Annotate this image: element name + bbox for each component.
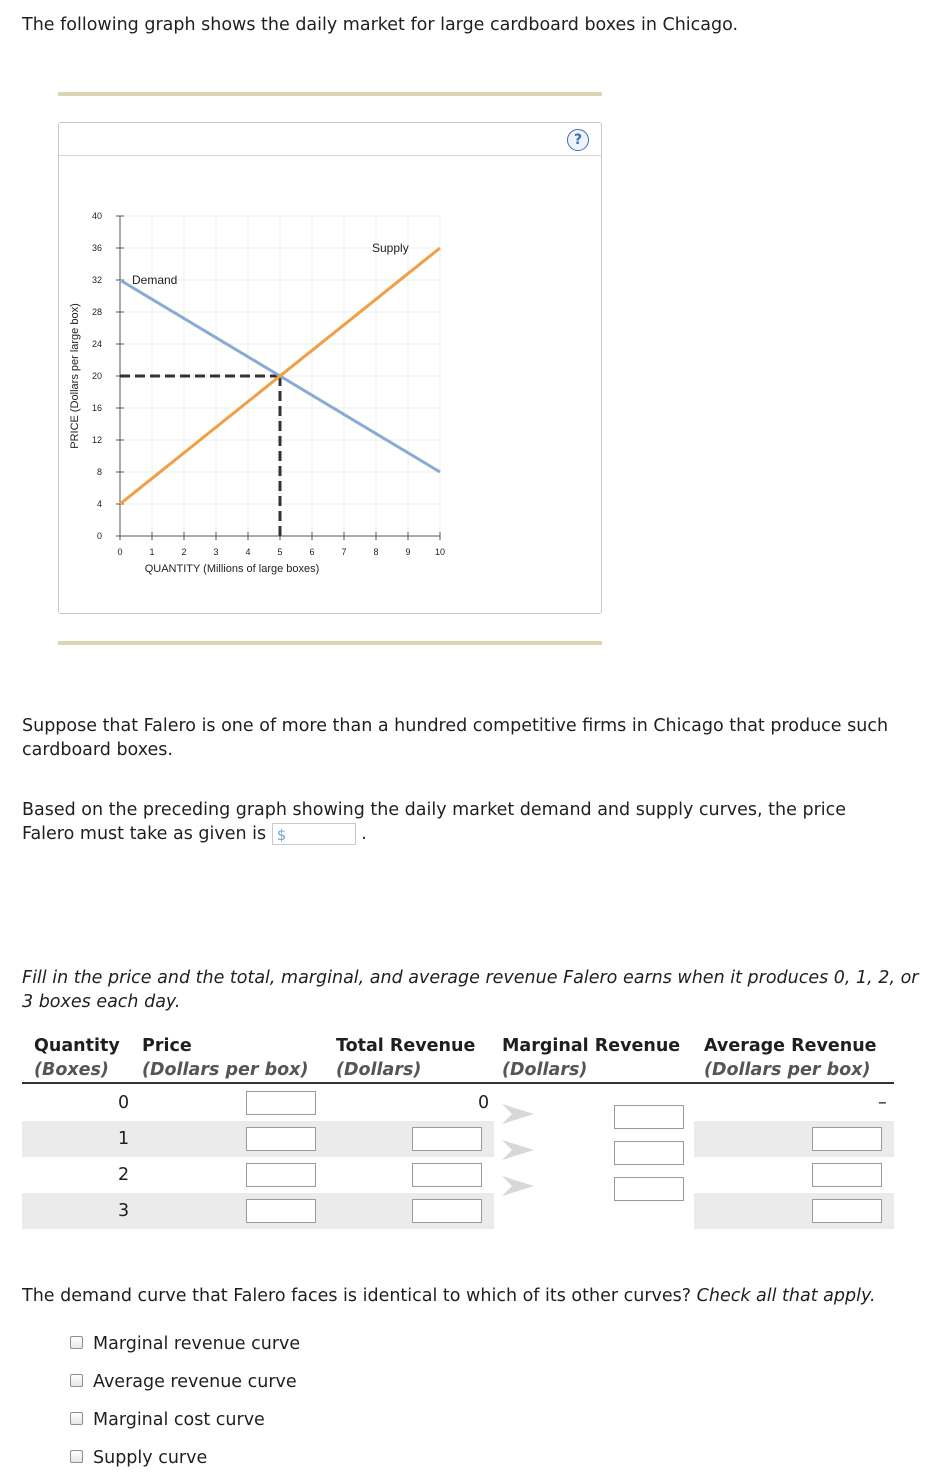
checkbox-marginal-cost[interactable] bbox=[70, 1412, 83, 1425]
header-quantity: Quantity (Boxes) bbox=[34, 1036, 120, 1080]
price-input-q0[interactable] bbox=[246, 1091, 316, 1115]
y-tick-label: 0 bbox=[96, 531, 102, 541]
paragraph-fill-instructions: Fill in the price and the total, marginal, and average revenue Falero earns when it produces 0, 1, 2, or 3 boxes each day. bbox=[22, 968, 919, 1012]
option-supply[interactable]: Supply curve bbox=[70, 1446, 207, 1470]
header-average-revenue: Average Revenue (Dollars per box) bbox=[704, 1036, 877, 1080]
help-icon[interactable]: ? bbox=[567, 129, 589, 151]
average-revenue-input-q2[interactable] bbox=[812, 1163, 882, 1187]
demand-question-text: The demand curve that Falero faces is identical to which of its other curves? bbox=[22, 1286, 692, 1306]
y-tick-label: 32 bbox=[91, 275, 102, 285]
supply-curve-label: Supply bbox=[372, 241, 409, 255]
x-tick-label: 2 bbox=[181, 547, 187, 557]
arrow-right-icon bbox=[500, 1138, 536, 1162]
checkbox-supply[interactable] bbox=[70, 1450, 83, 1463]
x-tick-label: 1 bbox=[149, 547, 155, 557]
y-tick-label: 16 bbox=[91, 403, 102, 413]
price-question-period: . bbox=[361, 824, 367, 844]
graph-toolbar-divider bbox=[59, 155, 601, 156]
arrow-right-icon bbox=[500, 1102, 536, 1126]
table-row bbox=[22, 1157, 894, 1193]
y-tick-label: 36 bbox=[91, 243, 102, 253]
top-divider bbox=[58, 92, 602, 96]
price-input-q3[interactable] bbox=[246, 1199, 316, 1223]
price-input-q1[interactable] bbox=[246, 1127, 316, 1151]
x-tick-label: 8 bbox=[373, 547, 379, 557]
average-revenue-input-q3[interactable] bbox=[812, 1199, 882, 1223]
header-total-revenue: Total Revenue (Dollars) bbox=[336, 1036, 476, 1080]
x-tick-label: 6 bbox=[309, 547, 315, 557]
header-price: Price (Dollars per box) bbox=[142, 1036, 309, 1080]
x-tick-label: 5 bbox=[277, 547, 283, 557]
price-question-line2: Falero must take as given is bbox=[22, 824, 267, 844]
x-tick-label: 10 bbox=[434, 547, 446, 557]
option-marginal-revenue[interactable]: Marginal revenue curve bbox=[70, 1332, 300, 1356]
y-tick-label: 24 bbox=[91, 339, 102, 349]
checkbox-marginal-revenue[interactable] bbox=[70, 1336, 83, 1349]
quantity-cell: 2 bbox=[118, 1165, 130, 1185]
paragraph-price-question bbox=[22, 798, 922, 846]
bottom-divider bbox=[58, 641, 602, 645]
average-revenue-cell: – bbox=[878, 1093, 887, 1113]
quantity-cell: 3 bbox=[118, 1201, 130, 1221]
table-row bbox=[22, 1193, 894, 1229]
marginal-revenue-input-0to1[interactable] bbox=[614, 1105, 684, 1129]
marginal-revenue-input-1to2[interactable] bbox=[614, 1141, 684, 1165]
demand-question-hint: Check all that apply. bbox=[696, 1286, 876, 1306]
x-tick-label: 7 bbox=[341, 547, 347, 557]
y-tick-label: 8 bbox=[96, 467, 102, 477]
arrow-right-icon bbox=[500, 1174, 536, 1198]
y-tick-label: 20 bbox=[91, 371, 102, 381]
total-revenue-cell: 0 bbox=[478, 1093, 490, 1113]
checkbox-average-revenue[interactable] bbox=[70, 1374, 83, 1387]
marginal-revenue-input-2to3[interactable] bbox=[614, 1177, 684, 1201]
intro-text: The following graph shows the daily market for large cardboard boxes in Chicago. bbox=[22, 15, 739, 35]
y-tick-label: 40 bbox=[91, 211, 102, 221]
y-tick-label: 12 bbox=[91, 435, 102, 445]
option-average-revenue[interactable]: Average revenue curve bbox=[70, 1370, 297, 1394]
x-axis-label: QUANTITY (Millions of large boxes) bbox=[144, 563, 320, 575]
quantity-cell: 1 bbox=[118, 1129, 130, 1149]
y-axis-label: PRICE (Dollars per large box) bbox=[69, 303, 81, 449]
revenue-table bbox=[22, 1032, 894, 1230]
total-revenue-input-q1[interactable] bbox=[412, 1127, 482, 1151]
price-input[interactable]: $ bbox=[272, 823, 356, 845]
price-input-q2[interactable] bbox=[246, 1163, 316, 1187]
x-tick-label: 4 bbox=[245, 547, 251, 557]
total-revenue-input-q2[interactable] bbox=[412, 1163, 482, 1187]
quantity-cell: 0 bbox=[118, 1093, 130, 1113]
header-underline bbox=[22, 1082, 894, 1084]
x-tick-label: 0 bbox=[117, 547, 123, 557]
option-marginal-cost[interactable]: Marginal cost curve bbox=[70, 1408, 265, 1432]
graph-panel bbox=[58, 122, 602, 614]
paragraph-competitive-firms: Suppose that Falero is one of more than a hundred competitive firms in Chicago that produce such cardboard boxes. bbox=[22, 716, 889, 760]
y-tick-label: 4 bbox=[96, 499, 102, 509]
table-row bbox=[22, 1085, 894, 1121]
total-revenue-input-q3[interactable] bbox=[412, 1199, 482, 1223]
average-revenue-input-q1[interactable] bbox=[812, 1127, 882, 1151]
paragraph-demand-curve-question bbox=[22, 1284, 922, 1308]
demand-curve-label: Demand bbox=[132, 273, 178, 287]
header-marginal-revenue: Marginal Revenue (Dollars) bbox=[502, 1036, 681, 1080]
x-tick-label: 3 bbox=[213, 547, 219, 557]
table-row bbox=[22, 1121, 894, 1157]
y-tick-label: 28 bbox=[91, 307, 102, 317]
x-tick-label: 9 bbox=[405, 547, 411, 557]
price-question-line1: Based on the preceding graph showing the daily market demand and supply curves, the price bbox=[22, 800, 847, 820]
marginal-revenue-column bbox=[494, 1085, 694, 1230]
